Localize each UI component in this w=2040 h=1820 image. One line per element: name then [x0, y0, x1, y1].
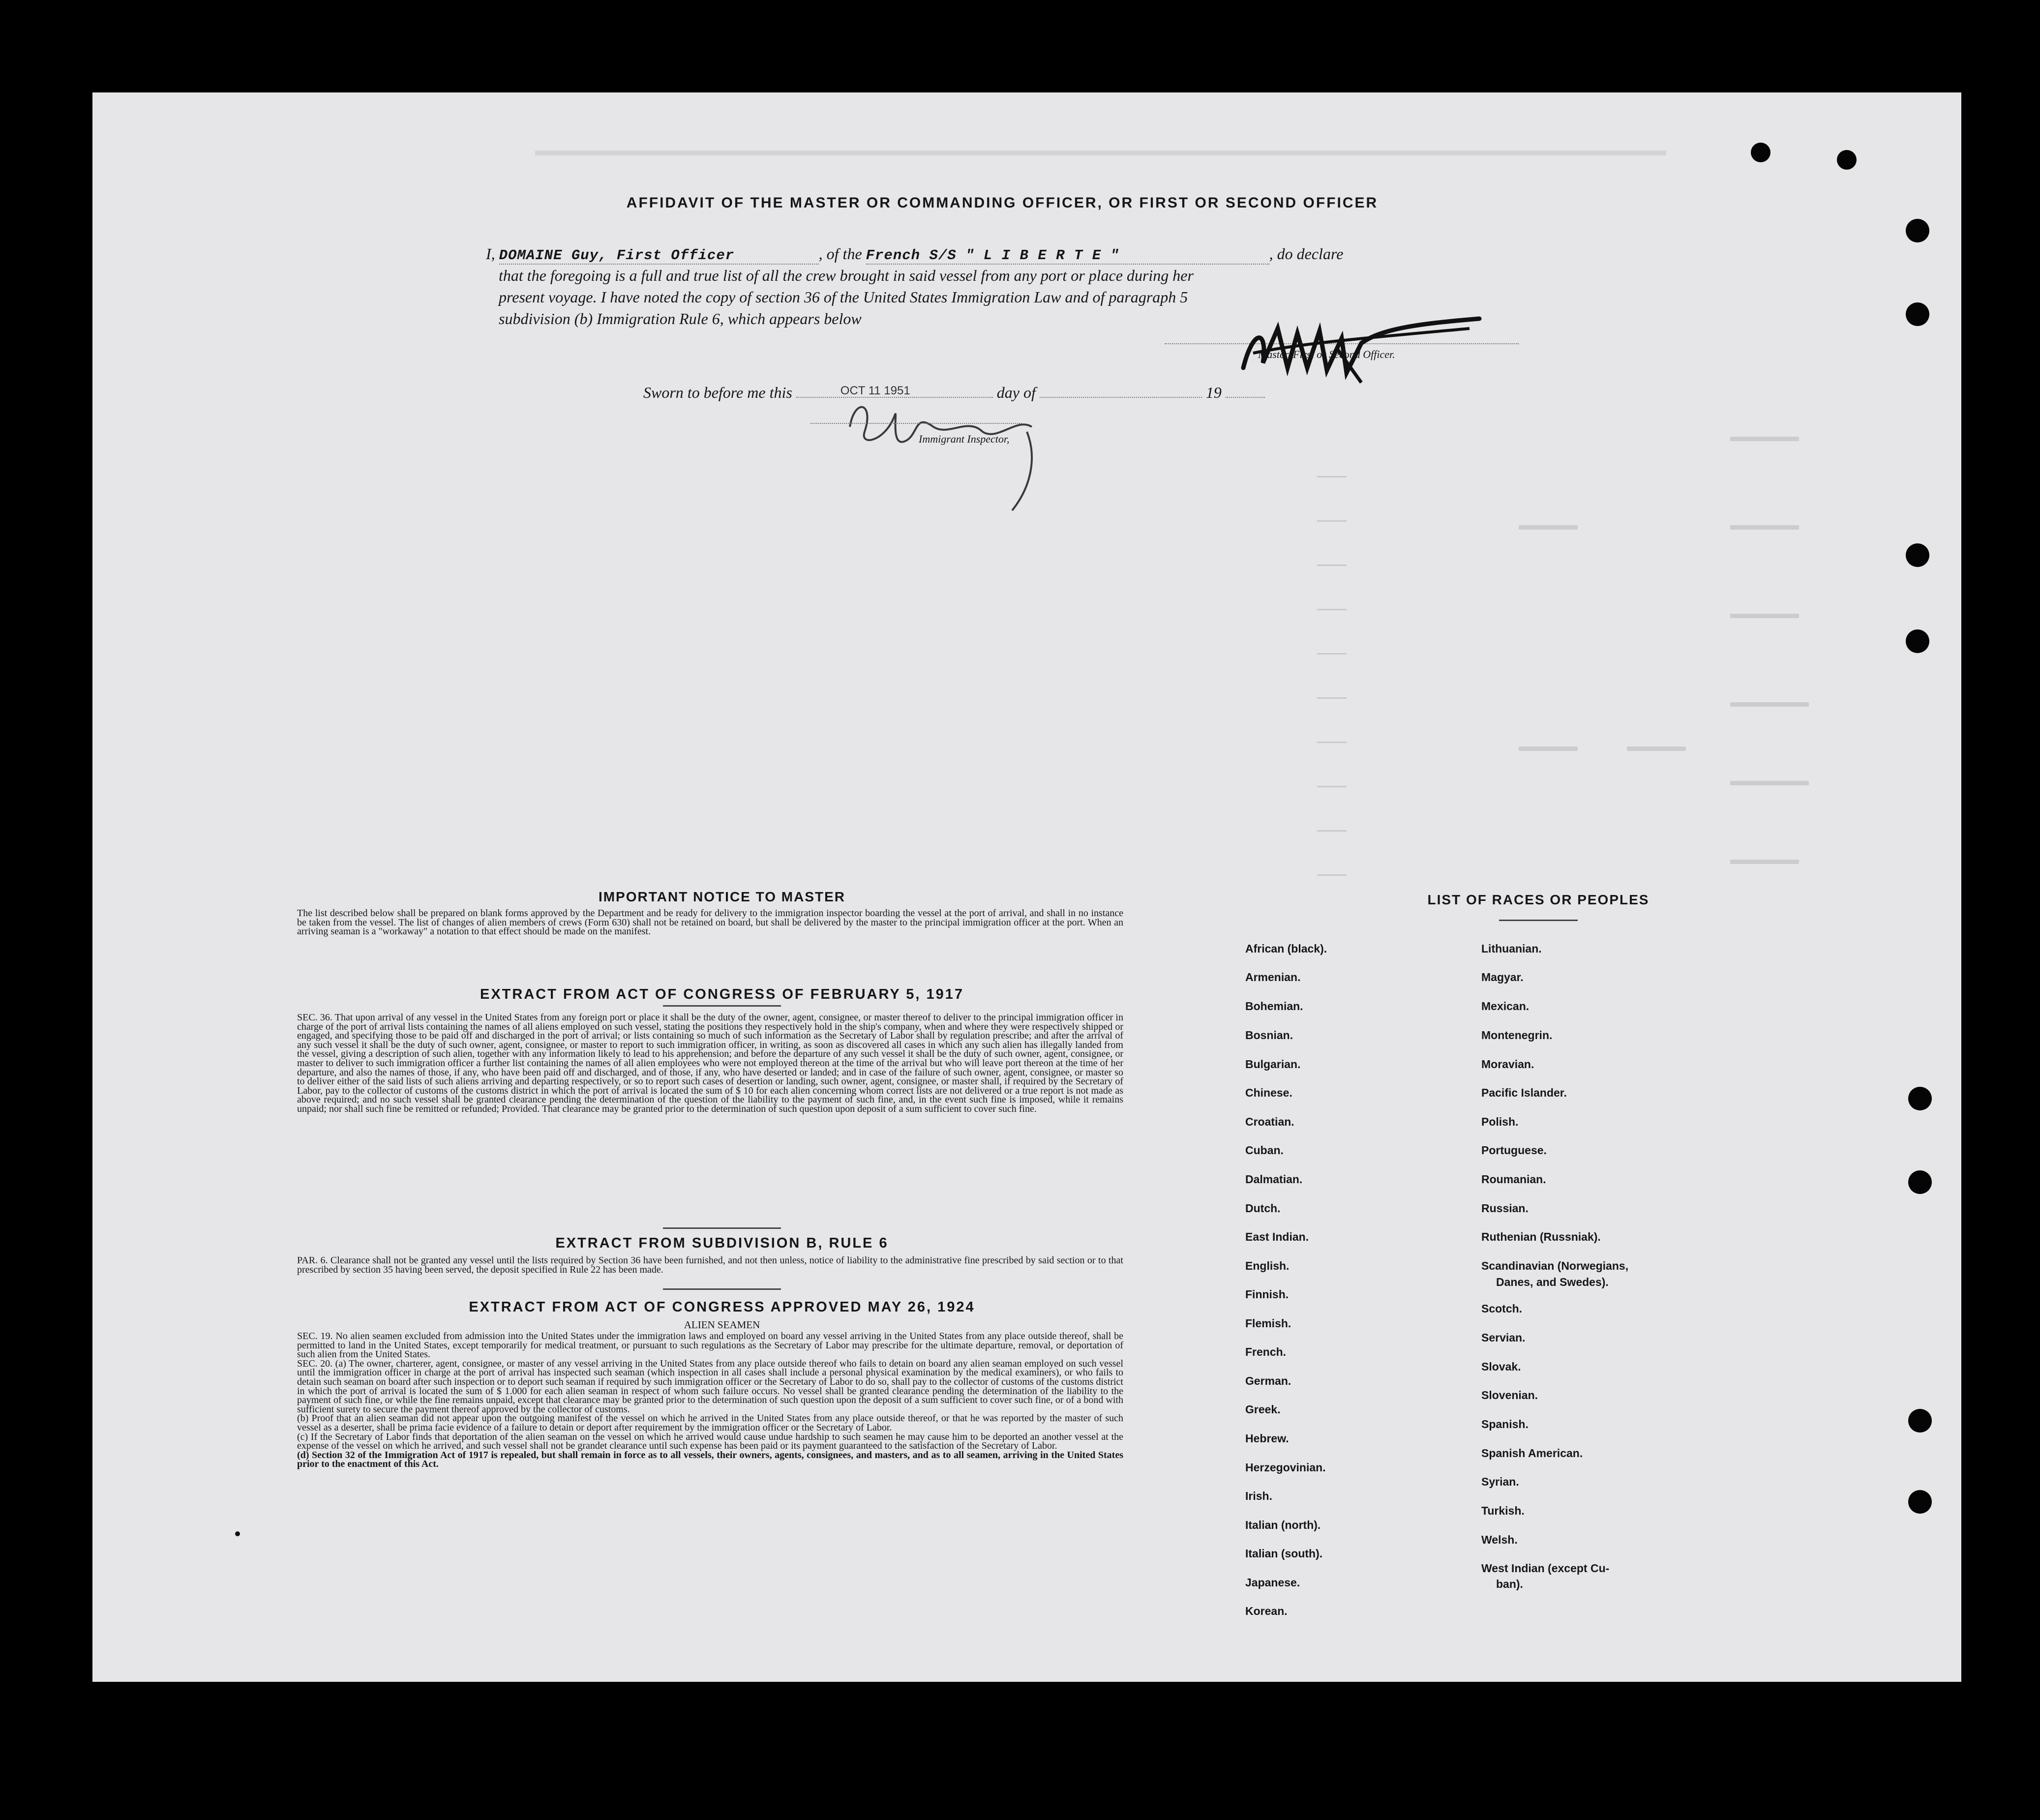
extract-rule6-title: EXTRACT FROM SUBDIVISION B, RULE 6: [555, 1235, 889, 1251]
inspector-line: [810, 423, 1022, 424]
signature-caption: Master, First or Second Officer.: [1258, 348, 1395, 360]
sec-20c-paragraph: (c) If the Secretary of Labor finds that deportation of the alien seaman on the vessel on which he arrived would cause undue hardship to such seamen he may cause him to be deported an another vessel at the expense of the vessel on which he arrived, and such vessel shall not be grandet clearance until such expense has been paid or its payment guaranteed to the satisfaction of the Secretary of Labor.: [297, 1431, 1123, 1452]
binder-hole: [1908, 1087, 1932, 1110]
race-item: Roumanian.: [1481, 1173, 1546, 1186]
affidavit-line-1: [486, 245, 1543, 265]
race-item: Moravian.: [1481, 1058, 1534, 1071]
document-page: [92, 92, 1961, 1682]
race-item: Syrian.: [1481, 1475, 1519, 1488]
race-item: Mexican.: [1481, 1000, 1530, 1013]
race-item: Spanish.: [1481, 1418, 1529, 1431]
race-item: Korean.: [1245, 1605, 1288, 1617]
binder-hole: [1906, 219, 1929, 242]
race-item: Ruthenian (Russniak).: [1481, 1230, 1601, 1243]
race-item: Scotch.: [1481, 1302, 1523, 1315]
races-title: LIST OF RACES OR PEOPLES: [1427, 892, 1650, 907]
race-item: Danes, and Swedes).: [1496, 1276, 1609, 1288]
vessel-name: French S/S " L I B E R T E ": [866, 247, 1269, 265]
alien-seamen-subtitle: ALIEN SEAMEN: [684, 1319, 760, 1331]
race-item: Welsh.: [1481, 1533, 1518, 1546]
race-item: English.: [1245, 1259, 1290, 1272]
race-item: Bulgarian.: [1245, 1058, 1301, 1071]
race-item: Scandinavian (Norwegians,: [1481, 1259, 1629, 1272]
race-item: German.: [1245, 1374, 1291, 1387]
race-item: Italian (south).: [1245, 1547, 1323, 1560]
race-item: Portuguese.: [1481, 1144, 1547, 1157]
extract-rule6-text: PAR. 6. Clearance shall not be granted any vessel until the lists required by Section 36 have been furnished, and not then unless, notice of liability to the administrative fine prescribed by said section or to that prescribed by section 35 having been served, the deposit specified in Rule 22 has been made.: [297, 1255, 1123, 1275]
race-item: Irish.: [1245, 1490, 1272, 1502]
officer-name: DOMAINE Guy, First Officer: [499, 247, 819, 265]
of-the: , of the: [818, 245, 862, 263]
do-declare: , do declare: [1269, 245, 1344, 263]
race-item: Polish.: [1481, 1115, 1519, 1128]
divider: [1499, 920, 1578, 921]
sec-20a-paragraph: SEC. 20. (a) The owner, charterer, agent, consignee, or master of any vessel arriving in the United States from any place outside thereof who fails to detain on board any alien seaman employed on such vessel until the immigration officer in charge at the port of arrival has inspected such seaman (which inspection in all cases shall include a personal physical examination by the medical examiners), or who fails to detain such seaman on board after such inspection or to deport such seaman if required by such immigration officer or the Secretary of Labor to do so, shall pay to the collector of customs of the customs district in which the port of arrival is located the sum of $ 1.000 for each alien seaman in respect of whom such failure occurs. No vessel shall be granted clearance pending the determination of the liability to the payment of such fine, or while the fine remains unpaid, except that clearance may be granted prior to the determination of such question upon the deposit of a sum sufficient to cover such fine, or of a bond with sufficient surety to secure the payment thereof approved by the collector of customs.: [297, 1358, 1123, 1415]
extract-1917-text: SEC. 36. That upon arrival of any vessel in the United States from any foreign port or place it shall be the duty of the owner, agent, consignee, or master thereof to deliver to the principal immigration officer in charge of the port of arrival lists containing the names of all aliens employed on such vessel, stating the positions they respectively hold in the ship's company, when and where they were respectively shipped or engaged, and specifying those to be paid off and discharged in the port of arrival; or lists containing so much of such information as the Secretary of Labor shall by regulation prescribe; and after the arrival of any such vessel it shall be the duty of such owner, agent, consignee, or master to report to such immigration officer, in writing, as soon as discovered all cases in which any such alien has illegally landed from the vessel, giving a description of such alien, together with any information likely to lead to his apprehension; and before the departure of any such vessel it shall be the duty of such owner, agent, consignee, or master to deliver to such immigration officer a further list containing the names of all alien employees who were not employed thereon at the time of the arrival but who will leave port thereon at the time of her departure, and also the names of those, if any, who have been paid off and discharged, and of those, if any, who have deserted or landed; and in case of the failure of such owner, agent, consignee, or master so to deliver either of the said lists of such aliens arriving and departing respectively, or so to report such cases of desertion or landing, such owner, agent, consignee, or master shall, if required by the Secretary of Labor, pay to the collector of customs of the customs district in which the port of arrival is located the sum of $ 10 for each alien concerning whom correct lists are not delivered or a true report is not made as above required; and no such vessel shall be granted clearance pending the determination of the question of the liability to the payment of such fine, and, in the event such fine is imposed, while it remains unpaid; nor shall such fine be remitted or refunded; Provided. That clearance may be granted prior to the determination of such question upon deposit of a sum sufficient to cover such fine.: [297, 1012, 1123, 1114]
binder-hole: [1906, 629, 1929, 653]
stray-mark: [235, 1531, 240, 1536]
notice-title: IMPORTANT NOTICE TO MASTER: [598, 889, 846, 904]
affidavit-line-3: present voyage. I have noted the copy of section 36 of the United States Immigration Law and of paragraph 5: [499, 288, 1188, 306]
race-item: French.: [1245, 1345, 1287, 1358]
extract-1924-text: [297, 1332, 1123, 1469]
race-item: Pacific Islander.: [1481, 1086, 1567, 1099]
race-item: Slovak.: [1481, 1360, 1521, 1373]
race-item: Bohemian.: [1245, 1000, 1303, 1013]
binder-hole: [1906, 543, 1929, 567]
race-item: West Indian (except Cu-: [1481, 1562, 1610, 1575]
extract-1924-title: EXTRACT FROM ACT OF CONGRESS APPROVED MAY 26, 1924: [469, 1299, 975, 1315]
race-item: African (black).: [1245, 942, 1327, 955]
divider: [663, 1227, 781, 1229]
divider: [663, 1288, 781, 1290]
date-stamp: OCT 11 1951: [840, 384, 910, 397]
day-of: day of: [996, 384, 1036, 401]
affidavit-line-2: that the foregoing is a full and true list of all the crew brought in said vessel from any port or place during her: [499, 267, 1194, 284]
binder-hole: [1908, 1409, 1932, 1432]
race-item: Servian.: [1481, 1331, 1526, 1344]
binder-hole: [1837, 150, 1857, 170]
inspector-caption: Immigrant Inspector,: [919, 433, 1010, 445]
race-item: Dalmatian.: [1245, 1173, 1303, 1186]
i-prefix: I,: [486, 245, 495, 263]
race-item: Greek.: [1245, 1403, 1281, 1416]
binder-hole: [1906, 302, 1929, 326]
sec-20d-paragraph: (d) Section 32 of the Immigration Act of 1917 is repealed, but shall remain in force as to all vessels, their owners, agents, consignees, and masters, and as to all seamen, arriving in the United States prior to the enactment of this Act.: [297, 1449, 1123, 1470]
race-item: Lithuanian.: [1481, 942, 1542, 955]
sec-20b-paragraph: (b) Proof that an alien seaman did not appear upon the outgoing manifest of the vessel on which he arrived in the United States from any place outside thereof, or that he was reported by the master of such vessel as a deserter, shall be prima facie evidence of a failure to detain or deport after requirement by the immigration officer or the Secretary of Labor.: [297, 1413, 1123, 1433]
notice-text: The list described below shall be prepared on blank forms approved by the Department and be ready for delivery to the immigration inspector boarding the vessel at the port of arrival, and shall in no instance be taken from the vessel. The list of changes of alien members of crews (Form 630) shall not be retained on board, but shall be delivered by the master to the principal immigration officer at the port. When an arriving seaman is a "workaway" a notation to that effect should be made on the manifest.: [297, 908, 1123, 937]
binder-hole: [1908, 1490, 1932, 1514]
race-item: Chinese.: [1245, 1086, 1292, 1099]
race-item: ban).: [1496, 1578, 1523, 1590]
inspector-signature: [840, 388, 1056, 520]
sworn-prefix: Sworn to before me this: [643, 384, 792, 401]
race-item: Slovenian.: [1481, 1389, 1538, 1402]
affidavit-line-4: subdivision (b) Immigration Rule 6, which appears below: [499, 310, 862, 328]
race-item: Japanese.: [1245, 1576, 1300, 1589]
race-item: Hebrew.: [1245, 1432, 1289, 1445]
race-item: Cuban.: [1245, 1144, 1284, 1157]
race-item: Bosnian.: [1245, 1029, 1293, 1042]
sec-19-paragraph: SEC. 19. No alien seamen excluded from admission into the United States under the immigration laws and employed on board any vessel arriving in the United States from any place outside thereof, shall be permitted to land in the United States, except temporarily for medical treatment, or pursuant to such regulations as the Secretary of Labor may prescribe for the ultimate departure, removal, or deportation of such alien from the United States.: [297, 1331, 1123, 1360]
binder-hole: [1751, 143, 1770, 162]
race-item: Magyar.: [1481, 971, 1524, 984]
affidavit-title: AFFIDAVIT OF THE MASTER OR COMMANDING OFFICER, OR FIRST OR SECOND OFFICER: [626, 195, 1379, 211]
race-item: Flemish.: [1245, 1317, 1291, 1330]
extract-1917-title: EXTRACT FROM ACT OF CONGRESS OF FEBRUARY 5, 1917: [480, 986, 964, 1002]
race-item: Spanish American.: [1481, 1447, 1583, 1460]
race-item: Croatian.: [1245, 1115, 1294, 1128]
race-item: Russian.: [1481, 1202, 1529, 1215]
year-prefix: 19: [1205, 384, 1222, 401]
race-item: Finnish.: [1245, 1288, 1289, 1301]
binder-hole: [1908, 1170, 1932, 1194]
divider: [663, 1005, 781, 1007]
race-item: Montenegrin.: [1481, 1029, 1553, 1042]
race-item: East Indian.: [1245, 1230, 1309, 1243]
race-item: Turkish.: [1481, 1504, 1525, 1517]
race-item: Herzegovinian.: [1245, 1461, 1326, 1474]
race-item: Dutch.: [1245, 1202, 1281, 1215]
race-item: Italian (north).: [1245, 1519, 1321, 1531]
race-item: Armenian.: [1245, 971, 1301, 984]
